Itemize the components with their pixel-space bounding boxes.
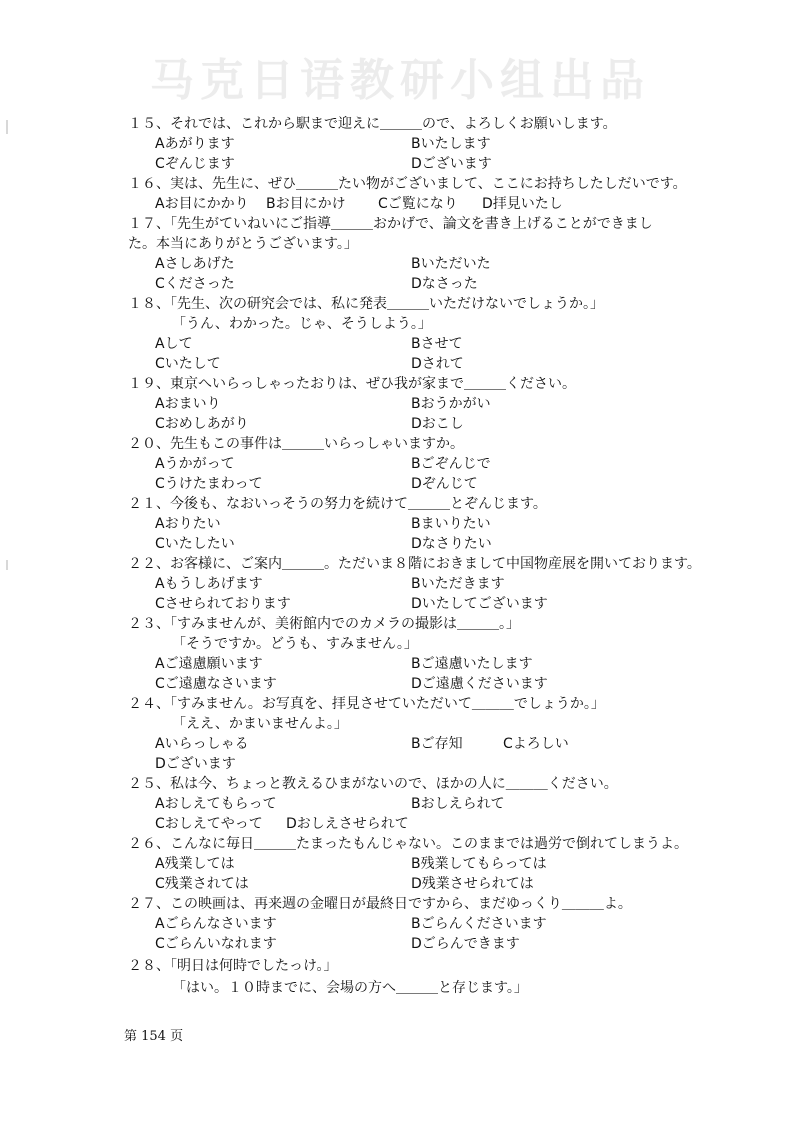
question-19-option-c: Cおめしあがり — [155, 416, 249, 432]
question-15-option-c: Cぞんじます — [155, 156, 235, 172]
question-21-option-c: Cいたしたい — [155, 536, 235, 552]
question-27-option-a: Aごらんなさいます — [155, 916, 277, 932]
question-17-option-a: Aさしあげた — [155, 256, 235, 272]
question-19-option-a: Aおまいり — [155, 396, 221, 412]
scan-margin-mark — [6, 560, 8, 570]
question-15-option-d: Dございます — [411, 156, 492, 172]
watermark: 马克日语教研小组出品 — [150, 55, 650, 106]
question-27-option-b: Bごらんくださいます — [411, 916, 547, 932]
question-20-stem: ２０、先生もこの事件は＿＿＿いらっしゃいますか。 — [128, 436, 464, 452]
question-27-stem: ２７、この映画は、再来週の金曜日が最終日ですから、まだゆっくり＿＿＿よ。 — [128, 896, 632, 912]
question-22-option-a: Aもうしあげます — [155, 576, 263, 592]
question-23-option-b: Bご遠慮いたします — [411, 656, 533, 672]
question-26-stem: ２６、こんなに毎日＿＿＿たまったもんじゃない。このままでは過労で倒れてしまうよ。 — [128, 836, 688, 852]
question-18-option-c: Cいたして — [155, 356, 221, 372]
question-28-reply: 「はい。１０時までに、会場の方へ＿＿＿と存じます。」 — [172, 980, 528, 996]
question-25-option-c: Cおしえてやって — [155, 816, 263, 832]
question-26-option-c: C残業されては — [155, 876, 249, 892]
question-18-stem: １８、「先生、次の研究会では、私に発表＿＿＿いただけないでしょうか。」 — [128, 296, 604, 312]
question-25-option-d: Dおしえさせられて — [286, 816, 409, 832]
question-15-option-b: Bいたします — [411, 136, 491, 152]
question-17-option-d: Dなさった — [411, 276, 478, 292]
page-number: 第 154 页 — [124, 1029, 184, 1044]
question-20-option-c: Cうけたまわって — [155, 476, 263, 492]
question-17-stem: １７、「先生がていねいにご指導＿＿＿おかげで、論文を書き上げることができました。本当にありがとうございます。」 — [128, 216, 653, 252]
question-22-option-b: Bいただきます — [411, 576, 505, 592]
question-22-option-d: Dいたしてございます — [411, 596, 548, 612]
question-25-option-a: Aおしえてもらって — [155, 796, 277, 812]
question-16-option-c: Cご覧になり — [378, 196, 458, 212]
question-22-stem: ２２、お客様に、ご案内＿＿＿。ただいま８階におきまして中国物産展を開いております。 — [128, 556, 701, 572]
question-24-stem: ２４、「すみません。お写真を、拝見させていただいて＿＿＿でしょうか。」 — [128, 696, 605, 712]
question-25-option-b: Bおしえられて — [411, 796, 505, 812]
question-20-option-b: Bごぞんじで — [411, 456, 491, 472]
question-19-stem: １９、東京へいらっしゃったおりは、ぜひ我が家まで＿＿＿ください。 — [128, 376, 576, 392]
question-18-option-d: Dされて — [411, 356, 464, 372]
question-27-option-d: Dごらんできます — [411, 936, 520, 952]
question-23-option-a: Aご遠慮願います — [155, 656, 263, 672]
question-22-option-c: Cさせられております — [155, 596, 291, 612]
question-24-option-a: Aいらっしゃる — [155, 736, 249, 752]
question-24-option-d: Dございます — [155, 756, 236, 772]
question-23-option-c: Cご遠慮なさいます — [155, 676, 277, 692]
scan-margin-mark — [6, 120, 8, 134]
question-18-option-b: Bさせて — [411, 336, 463, 352]
question-23-reply: 「そうですか。どうも、すみません。」 — [172, 636, 418, 652]
question-21-option-b: Bまいりたい — [411, 516, 491, 532]
question-16-stem: １６、実は、先生に、ぜひ＿＿＿たい物がございまして、ここにお持ちしたしだいです。 — [128, 176, 687, 192]
question-15-option-a: Aあがります — [155, 136, 235, 152]
question-26-option-a: A残業しては — [155, 856, 235, 872]
question-16-option-a: Aお目にかかり — [155, 196, 249, 212]
question-18-option-a: Aして — [155, 336, 193, 352]
question-26-option-b: B残業してもらっては — [411, 856, 547, 872]
question-21-option-d: Dなさりたい — [411, 536, 492, 552]
question-16-option-d: D拝見いたし — [482, 196, 563, 212]
question-18-reply: 「うん、わかった。じゃ、そうしよう。」 — [172, 316, 432, 332]
question-25-stem: ２５、私は今、ちょっと教えるひまがないので、ほかの人に＿＿＿ください。 — [128, 776, 618, 792]
question-15-stem: １５、それでは、これから駅まで迎えに＿＿＿ので、よろしくお願いします。 — [128, 116, 617, 132]
question-28-stem: ２８、「明日は何時でしたっけ。」 — [128, 958, 338, 974]
question-19-option-d: Dおこし — [411, 416, 464, 432]
question-20-option-a: Aうかがって — [155, 456, 235, 472]
question-24-reply: 「ええ、かまいませんよ。」 — [172, 716, 348, 732]
question-23-stem: ２３、「すみませんが、美術館内でのカメラの撮影は＿＿＿。」 — [128, 616, 520, 632]
question-24-option-b: Bご存知 — [411, 736, 463, 752]
question-21-option-a: Aおりたい — [155, 516, 221, 532]
question-23-option-d: Dご遠慮くださいます — [411, 676, 548, 692]
question-20-option-d: Dぞんじて — [411, 476, 478, 492]
question-21-stem: ２１、今後も、なおいっそうの努力を続けて＿＿＿とぞんじます。 — [128, 496, 547, 512]
question-17-option-b: Bいただいた — [411, 256, 491, 272]
question-24-option-c: Cよろしい — [503, 736, 569, 752]
question-27-option-c: Cごらんいなれます — [155, 936, 277, 952]
question-19-option-b: Bおうかがい — [411, 396, 491, 412]
question-26-option-d: D残業させられては — [411, 876, 534, 892]
question-17-option-c: Cくださった — [155, 276, 235, 292]
question-16-option-b: Bお目にかけ — [266, 196, 346, 212]
